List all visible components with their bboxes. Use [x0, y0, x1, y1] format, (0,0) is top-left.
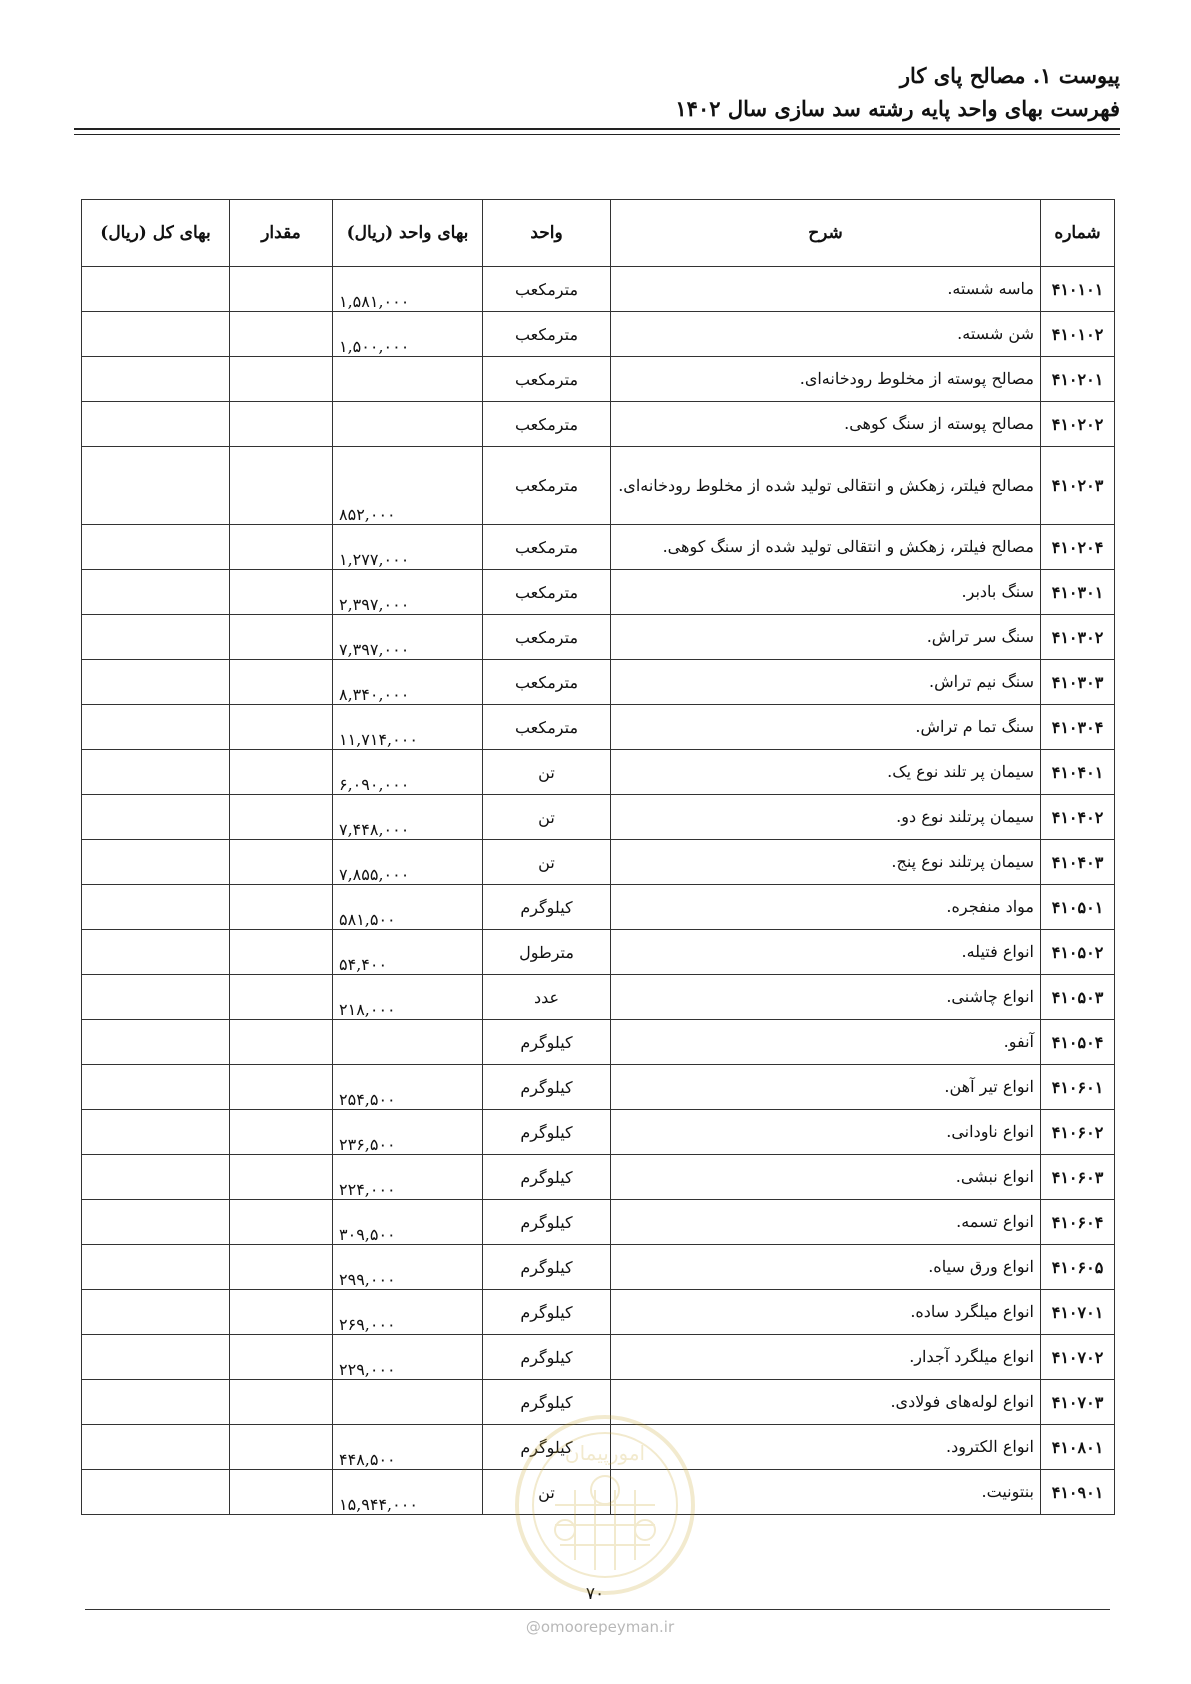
row-quantity [230, 840, 333, 885]
row-unit: مترمکعب [483, 660, 611, 705]
row-unit-price: ۷,۸۵۵,۰۰۰ [333, 840, 483, 885]
row-unit: تن [483, 795, 611, 840]
row-quantity [230, 570, 333, 615]
row-unit-price: ۱,۵۸۱,۰۰۰ [333, 267, 483, 312]
row-unit: مترطول [483, 930, 611, 975]
row-description: انواع ورق سیاه. [611, 1245, 1041, 1290]
table-row [82, 1335, 1115, 1380]
row-quantity [230, 1290, 333, 1335]
row-unit-price: ۵۴,۴۰۰ [333, 930, 483, 975]
row-unit-price: ۲۲۹,۰۰۰ [333, 1335, 483, 1380]
row-total-price [82, 975, 230, 1020]
row-quantity [230, 1380, 333, 1425]
row-code: ۴۱۰۳۰۲ [1041, 615, 1115, 660]
row-total-price [82, 615, 230, 660]
row-description: انواع فتیله. [611, 930, 1041, 975]
row-unit: کیلوگرم [483, 1065, 611, 1110]
row-quantity [230, 660, 333, 705]
page-header [74, 60, 1120, 126]
row-code: ۴۱۰۸۰۱ [1041, 1425, 1115, 1470]
row-unit-price: ۱,۲۷۷,۰۰۰ [333, 525, 483, 570]
table-row [82, 447, 1115, 525]
row-description: آنفو. [611, 1020, 1041, 1065]
row-unit-price: ۴۴۸,۵۰۰ [333, 1425, 483, 1470]
row-quantity [230, 402, 333, 447]
table-row [82, 975, 1115, 1020]
row-unit-price: ۲,۳۹۷,۰۰۰ [333, 570, 483, 615]
row-unit: مترمکعب [483, 615, 611, 660]
row-unit: کیلوگرم [483, 885, 611, 930]
table-row [82, 705, 1115, 750]
header-total-price: بهای کل (ریال) [82, 200, 230, 267]
row-unit-price: ۳۰۹,۵۰۰ [333, 1200, 483, 1245]
row-total-price [82, 1020, 230, 1065]
table-row [82, 750, 1115, 795]
row-unit: تن [483, 750, 611, 795]
table-row [82, 1290, 1115, 1335]
row-total-price [82, 570, 230, 615]
row-unit: تن [483, 840, 611, 885]
row-code: ۴۱۰۶۰۳ [1041, 1155, 1115, 1200]
row-code: ۴۱۰۶۰۲ [1041, 1110, 1115, 1155]
header-code: شماره [1041, 200, 1115, 267]
row-total-price [82, 1425, 230, 1470]
row-description: مواد منفجره. [611, 885, 1041, 930]
row-unit-price: ۷,۴۴۸,۰۰۰ [333, 795, 483, 840]
row-total-price [82, 750, 230, 795]
row-description: مصالح پوسته از مخلوط رودخانه‌ای. [611, 357, 1041, 402]
row-total-price [82, 840, 230, 885]
row-quantity [230, 705, 333, 750]
row-quantity [230, 1245, 333, 1290]
row-code: ۴۱۰۹۰۱ [1041, 1470, 1115, 1515]
header-rule-thick [74, 128, 1120, 130]
row-code: ۴۱۰۵۰۱ [1041, 885, 1115, 930]
seal-watermark-icon [510, 1410, 700, 1610]
row-unit: کیلوگرم [483, 1020, 611, 1065]
row-quantity [230, 1020, 333, 1065]
row-unit-price: ۲۳۶,۵۰۰ [333, 1110, 483, 1155]
row-quantity [230, 1155, 333, 1200]
header-description: شرح [611, 200, 1041, 267]
row-total-price [82, 1245, 230, 1290]
row-quantity [230, 1200, 333, 1245]
watermark-text: امورپیمان [564, 1441, 646, 1465]
row-code: ۴۱۰۶۰۱ [1041, 1065, 1115, 1110]
row-quantity [230, 750, 333, 795]
table-row [82, 1065, 1115, 1110]
row-total-price [82, 1335, 230, 1380]
table-row [82, 885, 1115, 930]
price-list-table [81, 199, 1115, 1515]
row-quantity [230, 885, 333, 930]
row-code: ۴۱۰۷۰۲ [1041, 1335, 1115, 1380]
row-total-price [82, 357, 230, 402]
row-unit: تن [483, 1470, 611, 1515]
row-quantity [230, 975, 333, 1020]
row-code: ۴۱۰۱۰۲ [1041, 312, 1115, 357]
row-total-price [82, 447, 230, 525]
table-row [82, 615, 1115, 660]
row-unit: کیلوگرم [483, 1155, 611, 1200]
row-quantity [230, 357, 333, 402]
row-unit: کیلوگرم [483, 1200, 611, 1245]
row-code: ۴۱۰۵۰۲ [1041, 930, 1115, 975]
row-unit-price: ۲۱۸,۰۰۰ [333, 975, 483, 1020]
row-unit: مترمکعب [483, 312, 611, 357]
row-code: ۴۱۰۵۰۴ [1041, 1020, 1115, 1065]
row-description: شن شسته. [611, 312, 1041, 357]
row-unit-price [333, 1020, 483, 1065]
table-row [82, 660, 1115, 705]
row-description: سنگ بادبر. [611, 570, 1041, 615]
table-header-row [82, 200, 1115, 267]
row-total-price [82, 1065, 230, 1110]
row-total-price [82, 660, 230, 705]
row-code: ۴۱۰۴۰۲ [1041, 795, 1115, 840]
row-description: انواع میلگرد آجدار. [611, 1335, 1041, 1380]
row-total-price [82, 705, 230, 750]
row-total-price [82, 1110, 230, 1155]
row-code: ۴۱۰۲۰۳ [1041, 447, 1115, 525]
row-description: سیمان پرتلند نوع دو. [611, 795, 1041, 840]
row-description: انواع لوله‌های فولادی. [611, 1380, 1041, 1425]
row-unit-price: ۲۹۹,۰۰۰ [333, 1245, 483, 1290]
row-quantity [230, 447, 333, 525]
row-code: ۴۱۰۲۰۴ [1041, 525, 1115, 570]
row-total-price [82, 1470, 230, 1515]
row-description: سیمان پر تلند نوع یک. [611, 750, 1041, 795]
header-unit-price: بهای واحد (ریال) [333, 200, 483, 267]
row-code: ۴۱۰۷۰۳ [1041, 1380, 1115, 1425]
row-unit: کیلوگرم [483, 1110, 611, 1155]
row-code: ۴۱۰۱۰۱ [1041, 267, 1115, 312]
row-code: ۴۱۰۳۰۴ [1041, 705, 1115, 750]
row-unit: مترمکعب [483, 402, 611, 447]
table-row [82, 1020, 1115, 1065]
row-total-price [82, 312, 230, 357]
row-unit: مترمکعب [483, 570, 611, 615]
row-description: ماسه شسته. [611, 267, 1041, 312]
document-title: فهرست بهای واحد پایه رشته سد سازی سال ۱۴۰۲ [675, 96, 1120, 121]
row-unit-price [333, 357, 483, 402]
table-row [82, 930, 1115, 975]
row-code: ۴۱۰۲۰۲ [1041, 402, 1115, 447]
row-unit-price [333, 402, 483, 447]
row-description: سنگ نیم تراش. [611, 660, 1041, 705]
row-quantity [230, 795, 333, 840]
table-row [82, 525, 1115, 570]
row-code: ۴۱۰۲۰۱ [1041, 357, 1115, 402]
row-quantity [230, 1470, 333, 1515]
row-unit-price: ۶,۰۹۰,۰۰۰ [333, 750, 483, 795]
row-unit-price: ۲۲۴,۰۰۰ [333, 1155, 483, 1200]
row-code: ۴۱۰۵۰۳ [1041, 975, 1115, 1020]
row-description: انواع ناودانی. [611, 1110, 1041, 1155]
row-unit-price: ۱,۵۰۰,۰۰۰ [333, 312, 483, 357]
row-description: مصالح پوسته از سنگ کوهی. [611, 402, 1041, 447]
row-unit: مترمکعب [483, 447, 611, 525]
row-unit: مترمکعب [483, 267, 611, 312]
table-row [82, 840, 1115, 885]
row-code: ۴۱۰۴۰۳ [1041, 840, 1115, 885]
row-description: انواع الکترود. [611, 1425, 1041, 1470]
row-code: ۴۱۰۴۰۱ [1041, 750, 1115, 795]
row-unit: کیلوگرم [483, 1290, 611, 1335]
table-row [82, 1110, 1115, 1155]
table-row [82, 1200, 1115, 1245]
row-total-price [82, 1155, 230, 1200]
row-unit-price: ۷,۳۹۷,۰۰۰ [333, 615, 483, 660]
row-unit-price: ۸۵۲,۰۰۰ [333, 447, 483, 525]
row-description: مصالح فیلتر، زهکش و انتقالی تولید شده از سنگ کوهی. [611, 525, 1041, 570]
row-code: ۴۱۰۶۰۴ [1041, 1200, 1115, 1245]
row-description: سیمان پرتلند نوع پنج. [611, 840, 1041, 885]
row-quantity [230, 1425, 333, 1470]
row-total-price [82, 795, 230, 840]
row-quantity [230, 930, 333, 975]
row-unit-price: ۲۵۴,۵۰۰ [333, 1065, 483, 1110]
table-row [82, 1245, 1115, 1290]
row-quantity [230, 1110, 333, 1155]
table-row [82, 795, 1115, 840]
row-unit-price: ۸,۳۴۰,۰۰۰ [333, 660, 483, 705]
row-unit: کیلوگرم [483, 1335, 611, 1380]
row-description: انواع تیر آهن. [611, 1065, 1041, 1110]
row-description: انواع میلگرد ساده. [611, 1290, 1041, 1335]
header-unit: واحد [483, 200, 611, 267]
row-total-price [82, 930, 230, 975]
row-description: سنگ تما م تراش. [611, 705, 1041, 750]
row-total-price [82, 885, 230, 930]
table-row [82, 402, 1115, 447]
row-description: مصالح فیلتر، زهکش و انتقالی تولید شده از مخلوط رودخانه‌ای. [611, 447, 1041, 525]
row-total-price [82, 1290, 230, 1335]
row-code: ۴۱۰۳۰۱ [1041, 570, 1115, 615]
row-unit: کیلوگرم [483, 1380, 611, 1425]
page-number: ۷۰ [585, 1584, 605, 1604]
row-unit-price: ۱۵,۹۴۴,۰۰۰ [333, 1470, 483, 1515]
table-row [82, 312, 1115, 357]
row-description: انواع نبشی. [611, 1155, 1041, 1200]
row-description: بنتونیت. [611, 1470, 1041, 1515]
row-quantity [230, 1065, 333, 1110]
row-description: انواع چاشنی. [611, 975, 1041, 1020]
watermark-url: @omoorepeyman.ir [525, 1618, 675, 1636]
row-total-price [82, 525, 230, 570]
row-total-price [82, 402, 230, 447]
row-total-price [82, 1200, 230, 1245]
row-total-price [82, 267, 230, 312]
row-quantity [230, 312, 333, 357]
row-description: انواع تسمه. [611, 1200, 1041, 1245]
row-unit: کیلوگرم [483, 1425, 611, 1470]
table-body [82, 267, 1115, 1515]
row-unit-price [333, 1380, 483, 1425]
table-row [82, 570, 1115, 615]
row-unit: مترمکعب [483, 525, 611, 570]
header-rule-thin [74, 134, 1120, 135]
row-unit-price: ۲۶۹,۰۰۰ [333, 1290, 483, 1335]
row-code: ۴۱۰۳۰۳ [1041, 660, 1115, 705]
row-total-price [82, 1380, 230, 1425]
table-row [82, 267, 1115, 312]
row-unit-price: ۱۱,۷۱۴,۰۰۰ [333, 705, 483, 750]
header-quantity: مقدار [230, 200, 333, 267]
row-quantity [230, 1335, 333, 1380]
row-code: ۴۱۰۷۰۱ [1041, 1290, 1115, 1335]
appendix-title: پیوست ۱. مصالح پای کار [899, 63, 1120, 88]
table-row [82, 357, 1115, 402]
row-unit: مترمکعب [483, 705, 611, 750]
row-quantity [230, 615, 333, 660]
row-code: ۴۱۰۶۰۵ [1041, 1245, 1115, 1290]
row-unit: عدد [483, 975, 611, 1020]
row-unit-price: ۵۸۱,۵۰۰ [333, 885, 483, 930]
row-unit: کیلوگرم [483, 1245, 611, 1290]
row-unit: مترمکعب [483, 357, 611, 402]
row-quantity [230, 525, 333, 570]
table-row [82, 1155, 1115, 1200]
row-quantity [230, 267, 333, 312]
row-description: سنگ سر تراش. [611, 615, 1041, 660]
